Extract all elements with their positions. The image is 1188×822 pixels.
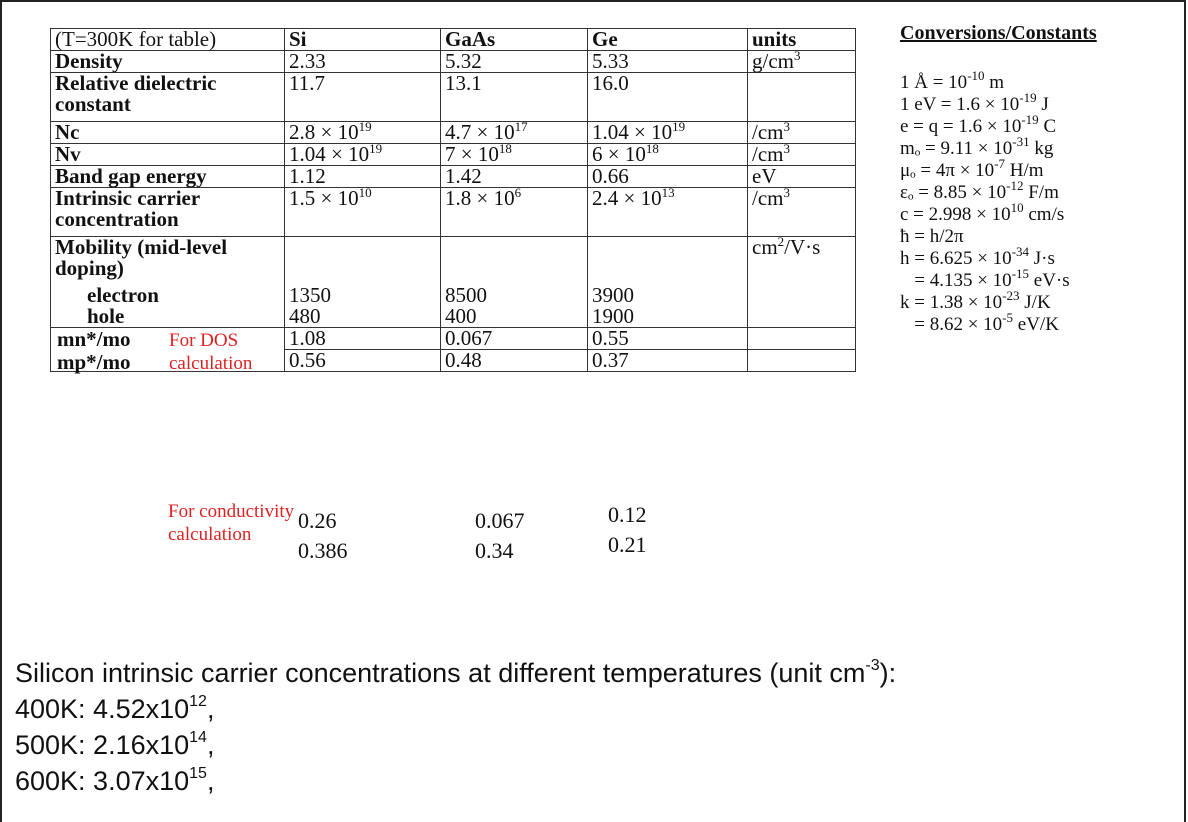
constant-text: k = 1.38 × 10 [900, 292, 1003, 313]
header-cell: units [748, 29, 856, 51]
cell-unit: eV [748, 166, 856, 188]
value-text: 480 [289, 304, 321, 328]
unit-text: /cm [752, 186, 784, 210]
constant-unit: F/m [1023, 182, 1059, 203]
value-text: 1.04 × 10 [592, 120, 673, 144]
cell-gaas: 13.1 [441, 73, 588, 122]
value-text: 1.8 × 10 [445, 186, 515, 210]
table-row [51, 144, 856, 166]
exponent: -19 [1019, 90, 1037, 105]
cell-unit [748, 73, 856, 122]
constant-line [900, 68, 1097, 94]
value-text: 3900 [592, 283, 634, 307]
exponent: 18 [498, 141, 512, 156]
cell-gaas [441, 141, 588, 166]
exponent: 10 [358, 185, 372, 200]
table-row [51, 122, 856, 144]
intro-text: ): [879, 658, 897, 688]
exponent: 19 [672, 119, 686, 134]
exponent: 15 [189, 765, 207, 782]
exponent: -15 [1011, 266, 1030, 281]
header-cell: Ge [588, 29, 748, 51]
table-row [51, 188, 856, 237]
cell-unit [748, 119, 856, 144]
cell-gaas: 0.067 [441, 328, 588, 350]
value-text: 1350 [289, 283, 331, 307]
exponent: 18 [645, 141, 659, 156]
table-row [51, 328, 856, 350]
value-text: 8500 [445, 283, 487, 307]
constant-unit: J/K [1019, 292, 1051, 313]
mass-label-cell [51, 328, 285, 372]
constant-line [900, 156, 1097, 182]
mobility-hole-label: hole [87, 304, 125, 328]
row-label: Relative dielectric constant [51, 73, 285, 122]
cell-ge [588, 237, 748, 328]
temp-value: 500K: 2.16x10 [15, 730, 190, 760]
constant-text: 1 Å = 10 [900, 72, 968, 93]
temp-value: 400K: 4.52x10 [15, 694, 190, 724]
row-label: Band gap energy [51, 166, 285, 188]
cell-ge [588, 141, 748, 166]
properties-table [50, 28, 856, 372]
value-text: 2.4 × 10 [592, 186, 662, 210]
exponent: -10 [967, 68, 985, 83]
exponent: 12 [189, 693, 207, 710]
cell-ge: 0.66 [588, 166, 748, 188]
row-label: Nv [51, 144, 285, 166]
exponent: -34 [1011, 244, 1030, 259]
conductivity-note: For conductivity calculation [168, 501, 295, 545]
exponent: 13 [661, 185, 675, 200]
cell-si [285, 119, 441, 144]
constant-line [900, 266, 1097, 292]
cell-ge: 5.33 [588, 51, 748, 73]
constant-unit: J·s [1029, 248, 1055, 269]
cond-n-gaas: 0.067 [475, 508, 525, 533]
constant-unit: H/m [1005, 160, 1044, 181]
constant-text: h = 6.625 × 10 [900, 248, 1012, 269]
constant-line [900, 310, 1097, 336]
value-text: 1.04 × 10 [289, 142, 370, 166]
mp-label: mp*/mo [57, 350, 131, 374]
exponent: -12 [1006, 178, 1024, 193]
constant-text: mₒ = 9.11 × 10 [900, 138, 1013, 159]
cond-n-si: 0.26 [298, 508, 337, 533]
cell-unit [748, 141, 856, 166]
exponent: 14 [189, 729, 207, 746]
value-text: 4.7 × 10 [445, 120, 515, 144]
cell-si: 0.56 [285, 350, 441, 372]
constant-line [900, 226, 1097, 248]
constant-unit: m [984, 72, 1005, 93]
cell-unit [748, 185, 856, 237]
temp-punct: , [206, 766, 215, 796]
table-row [51, 237, 856, 328]
temperature-intro [15, 655, 896, 691]
cell-ge [588, 119, 748, 144]
unit-text: /cm [752, 142, 784, 166]
cell-gaas: 0.48 [441, 350, 588, 372]
table-row [51, 73, 856, 122]
value-text: 1.5 × 10 [289, 186, 359, 210]
constant-text: μₒ = 4π × 10 [900, 160, 995, 181]
cell-ge: 16.0 [588, 73, 748, 122]
mobility-electron-label: electron [87, 283, 159, 307]
temperature-section [15, 655, 896, 799]
unit-sup: 3 [783, 185, 790, 200]
constant-line [900, 288, 1097, 314]
cell-si: 11.7 [285, 73, 441, 122]
constants-title: Conversions/Constants [900, 22, 1097, 44]
cell-ge [588, 185, 748, 237]
header-cell: (T=300K for table) [51, 29, 285, 51]
exponent: -7 [994, 156, 1006, 171]
cell-gaas [441, 185, 588, 237]
temp-value: 600K: 3.07x10 [15, 766, 190, 796]
exponent: -5 [1002, 310, 1014, 325]
constants-panel [900, 22, 1097, 336]
value-text: 1900 [592, 304, 634, 328]
header-cell: GaAs [441, 29, 588, 51]
unit-text: /cm [752, 120, 784, 144]
mobility-label-cell [51, 237, 285, 328]
constant-text: 1 eV = 1.6 × 10 [900, 94, 1020, 115]
exponent: 19 [358, 119, 372, 134]
value-text: 400 [445, 304, 477, 328]
header-cell: Si [285, 29, 441, 51]
exponent: -23 [1002, 288, 1020, 303]
unit-sup: 3 [783, 119, 790, 134]
cell-gaas [441, 119, 588, 144]
temp-punct: , [206, 694, 215, 724]
cell-unit [748, 328, 856, 350]
table-header-row [51, 29, 856, 51]
cell-ge: 0.37 [588, 350, 748, 372]
cell-unit [748, 234, 856, 328]
cell-si: 2.33 [285, 51, 441, 73]
exponent: -19 [1021, 112, 1039, 127]
constant-unit: eV/K [1013, 314, 1059, 335]
row-label: Mobility (mid-level doping) [55, 235, 228, 280]
temp-punct: , [206, 730, 215, 760]
constant-text: e = q = 1.6 × 10 [900, 116, 1022, 137]
unit-sup: 2 [777, 234, 785, 249]
unit-text: cm [752, 235, 778, 259]
row-label: Intrinsic carrier concentration [51, 188, 285, 237]
cond-p-gaas: 0.34 [475, 538, 514, 563]
cell-unit [748, 350, 856, 372]
value-text: 7 × 10 [445, 142, 499, 166]
constant-unit: cm/s [1023, 204, 1065, 225]
constant-unit: kg [1029, 138, 1054, 159]
cell-si: 1.12 [285, 166, 441, 188]
exponent: 10 [1010, 200, 1024, 215]
cell-si [285, 185, 441, 237]
constant-text: ħ = h/2π [900, 226, 964, 247]
cell-si [285, 237, 441, 328]
exponent: 19 [369, 141, 383, 156]
cond-p-ge: 0.21 [608, 532, 647, 557]
constant-line [900, 90, 1097, 116]
constant-line [900, 178, 1097, 204]
unit-sup: 3 [783, 141, 790, 156]
row-label: Nc [51, 122, 285, 144]
cond-p-si: 0.386 [298, 538, 348, 563]
table-row [51, 51, 856, 73]
constant-text: εₒ = 8.85 × 10 [900, 182, 1007, 203]
exponent: -3 [865, 657, 880, 674]
cell-gaas: 5.32 [441, 51, 588, 73]
temperature-line [15, 691, 896, 727]
intro-text: Silicon intrinsic carrier concentrations at different temperatures (unit cm [15, 658, 866, 688]
dos-note: For DOS calculation [169, 330, 253, 374]
constant-text: = 4.135 × 10 [900, 270, 1012, 291]
constant-unit: J [1036, 94, 1049, 115]
cell-gaas: 1.42 [441, 166, 588, 188]
table-row [51, 166, 856, 188]
value-text: 2.8 × 10 [289, 120, 359, 144]
constant-line [900, 200, 1097, 226]
exponent: -31 [1012, 134, 1030, 149]
cell-unit [748, 48, 856, 73]
cell-si [285, 141, 441, 166]
cell-si: 1.08 [285, 328, 441, 350]
exponent: 6 [514, 185, 522, 200]
constant-unit: C [1038, 116, 1057, 137]
temperature-line [15, 727, 896, 763]
constant-text: c = 2.998 × 10 [900, 204, 1011, 225]
unit-text: /V·s [784, 235, 821, 259]
cell-ge: 0.55 [588, 328, 748, 350]
constant-line [900, 244, 1097, 270]
value-text: 6 × 10 [592, 142, 646, 166]
cond-n-ge: 0.12 [608, 502, 647, 527]
constant-line [900, 112, 1097, 138]
constant-text: = 8.62 × 10 [900, 314, 1003, 335]
cell-gaas [441, 237, 588, 328]
unit-sup: 3 [794, 48, 801, 63]
unit-text: g/cm [752, 49, 794, 73]
temperature-line [15, 763, 896, 799]
mn-label: mn*/mo [57, 327, 131, 351]
exponent: 17 [514, 119, 528, 134]
row-label: Density [51, 51, 285, 73]
constant-unit: eV·s [1029, 270, 1070, 291]
